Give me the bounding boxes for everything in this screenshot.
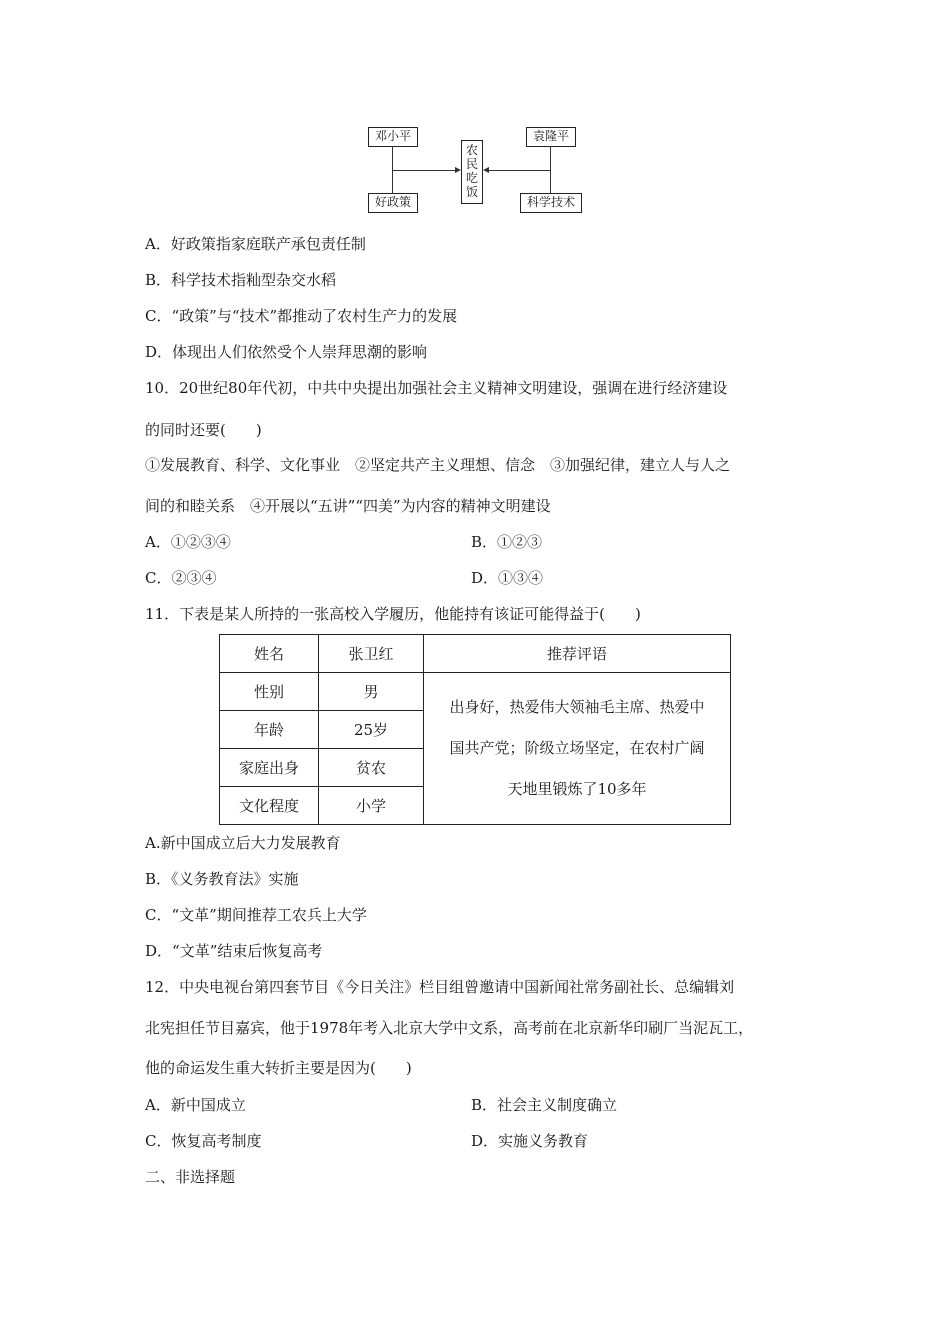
diagram-center-char: 农 (465, 143, 478, 157)
diagram-box-yuan: 袁隆平 (526, 127, 576, 147)
evaluation-cell (424, 673, 731, 825)
q9-option-c: C．“政策”与“技术”都推动了农村生产力的发展 (145, 307, 458, 325)
q10-option-a: A．①②③④ (145, 533, 231, 551)
table-cell: 张卫红 (319, 635, 424, 673)
q12-stem: 12．中央电视台第四套节目《今日关注》栏目组曾邀请中国新闻社常务副社长、总编辑刘 (145, 978, 735, 996)
diagram-arrow (483, 167, 489, 173)
table-cell: 文化程度 (220, 787, 319, 825)
table-cell: 性别 (220, 673, 319, 711)
q10-option-c: C．②③④ (145, 569, 217, 587)
table-row (220, 673, 731, 711)
diagram-center-char: 吃 (465, 171, 478, 185)
q10-items: ①发展教育、科学、文化事业 ②坚定共产主义理想、信念 ③加强纪律，建立人与人之 (145, 456, 731, 474)
diagram-line (550, 146, 551, 193)
q10-stem: 10．20世纪80年代初，中共中央提出加强社会主义精神文明建设，强调在进行经济建设 (145, 379, 728, 397)
q12-option-a: A．新中国成立 (145, 1096, 246, 1114)
q12-stem-cont: 他的命运发生重大转折主要是因为( ) (145, 1059, 412, 1077)
table-cell: 男 (319, 673, 424, 711)
diagram-box-policy: 好政策 (368, 193, 418, 213)
table-cell: 家庭出身 (220, 749, 319, 787)
q10-items-cont: 间的和睦关系 ④开展以“五讲”“四美”为内容的精神文明建设 (145, 497, 551, 515)
diagram-box-tech: 科学技术 (520, 193, 582, 213)
evaluation-line: 出身好，热爱伟大领袖毛主席、热爱中 (449, 698, 705, 716)
q11-stem: 11．下表是某人所持的一张高校入学履历，他能持有该证可能得益于( ) (145, 605, 641, 623)
diagram-box-center (461, 140, 483, 204)
resume-table (219, 634, 731, 825)
q12-option-d: D．实施义务教育 (471, 1132, 589, 1150)
diagram-box-deng: 邓小平 (368, 127, 418, 147)
table-cell: 推荐评语 (424, 635, 731, 673)
q11-option-b: B．《义务教育法》实施 (145, 870, 299, 888)
table-cell: 小学 (319, 787, 424, 825)
diagram-line (392, 170, 455, 171)
diagram-arrow (455, 167, 461, 173)
q9-option-d: D．体现出人们依然受个人崇拜思潮的影响 (145, 343, 428, 361)
table-cell: 年龄 (220, 711, 319, 749)
q9-option-b: B．科学技术指籼型杂交水稻 (145, 271, 337, 289)
section-title: 二、非选择题 (145, 1168, 236, 1186)
table-cell: 贫农 (319, 749, 424, 787)
evaluation-line: 国共产党；阶级立场坚定，在农村广阔 (449, 739, 705, 757)
q9-option-a: A．好政策指家庭联产承包责任制 (145, 235, 366, 253)
diagram-center-char: 饭 (465, 185, 478, 199)
diagram-center-char: 民 (465, 157, 478, 171)
q10-option-d: D．①③④ (471, 569, 544, 587)
q12-option-b: B．社会主义制度确立 (471, 1096, 618, 1114)
q11-option-c: C．“文革”期间推荐工农兵上大学 (145, 906, 367, 924)
table-cell: 姓名 (220, 635, 319, 673)
table-row (220, 635, 731, 673)
table-cell: 25岁 (319, 711, 424, 749)
diagram-line (489, 170, 550, 171)
q10-option-b: B．①②③ (471, 533, 543, 551)
q10-stem-cont: 的同时还要( ) (145, 421, 262, 439)
q11-option-a: A.新中国成立后大力发展教育 (145, 834, 341, 852)
q12-stem-cont: 北宪担任节目嘉宾，他于1978年考入北京大学中文系，高考前在北京新华印刷厂当泥瓦工， (145, 1019, 754, 1037)
evaluation-line: 天地里锻炼了10多年 (507, 780, 647, 798)
q12-option-c: C．恢复高考制度 (145, 1132, 262, 1150)
q11-option-d: D．“文革”结束后恢复高考 (145, 942, 323, 960)
